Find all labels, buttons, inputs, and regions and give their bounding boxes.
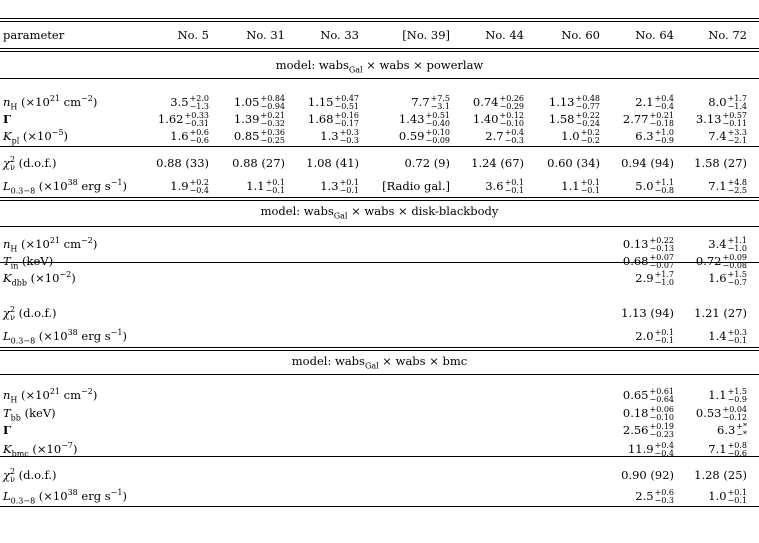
header-col: No. 5 (177, 28, 209, 42)
header-col: No. 60 (561, 28, 600, 42)
table-cell: 1.13 (94) (621, 306, 674, 320)
row-label: $T_{bb}$ (keV) (3, 406, 56, 423)
section-title: model: wabs$_{Gal}$ × wabs × disk-blackbody (260, 204, 499, 221)
table-row (0, 128, 759, 144)
table-cell: 1.15 +0.47 −0.51 (307, 94, 359, 111)
table-rule (0, 350, 759, 351)
fit-row (0, 305, 759, 321)
table-cell: 0.88 (33) (156, 156, 209, 170)
table-cell: 0.60 (34) (547, 156, 600, 170)
table-cell: 6.3 +* −* (717, 422, 747, 439)
table-cell: 1.28 (25) (694, 468, 747, 482)
row-label: $\chi^2_\nu$ (d.o.f.) (3, 305, 57, 323)
table-cell: 1.1 +1.5 −0.9 (708, 387, 747, 404)
table-cell: 0.18 +0.06 −0.10 (622, 405, 674, 422)
table-cell: 0.68 +0.07 −0.07 (622, 253, 674, 270)
table-row (0, 111, 759, 127)
header-col: No. 33 (320, 28, 359, 42)
table-cell: 1.1 +0.1 −0.1 (561, 178, 600, 195)
table-cell: 7.1 +0.8 −0.6 (708, 441, 747, 458)
table-cell: 11.9 +0.4 −0.4 (627, 441, 674, 458)
header-parameter: parameter (3, 28, 65, 42)
table-cell: 1.43 +0.51 −0.40 (398, 111, 450, 128)
table-cell: 3.4 +1.1 −1.0 (708, 236, 747, 253)
table-cell: 7.1 +4.8 −2.5 (708, 178, 747, 195)
table-cell: 0.90 (92) (621, 468, 674, 482)
table-row (0, 387, 759, 403)
table-cell: 1.9 +0.2 −0.4 (170, 178, 209, 195)
table-cell: 1.39 +0.21 −0.32 (233, 111, 285, 128)
table-cell: 2.0 +0.1 −0.1 (635, 328, 674, 345)
table-row (0, 422, 759, 438)
table-cell: 2.7 +0.4 −0.3 (485, 128, 524, 145)
fit-row (0, 467, 759, 483)
table-row (0, 405, 759, 421)
table-cell: 0.72 +0.09 −0.08 (695, 253, 747, 270)
table-cell: 0.65 +0.61 −0.64 (622, 387, 674, 404)
fit-row (0, 178, 759, 194)
table-cell: 0.94 (94) (621, 156, 674, 170)
table-cell: 0.85 +0.36 −0.25 (233, 128, 285, 145)
table-rule (0, 347, 759, 348)
table-cell: 3.13 +0.57 −0.11 (695, 111, 747, 128)
row-label: $n_H$ ($\times 10^{21}$ $cm^{-2}$) (3, 236, 98, 254)
table-cell: 1.40 +0.12 −0.10 (472, 111, 524, 128)
table-cell: 1.05 +0.84 −0.94 (233, 94, 285, 111)
table-cell: 3.5 +2.0 −1.3 (170, 94, 209, 111)
table-cell: 2.5 +0.6 −0.3 (635, 488, 674, 505)
table-cell: 2.9 +1.7 −1.0 (635, 270, 674, 287)
table-cell: 2.1 +0.4 −0.4 (635, 94, 674, 111)
table-cell: 1.21 (27) (694, 306, 747, 320)
table-cell: 0.53 +0.04 −0.12 (695, 405, 747, 422)
table-cell: 1.13 +0.48 −0.77 (548, 94, 600, 111)
row-label: $L_{0.3-8}$ ($\times 10^{38}$ erg $s^{-1}$) (3, 488, 127, 506)
row-label: $\chi^2_\nu$ (d.o.f.) (3, 155, 57, 173)
row-label: $n_H$ ($\times 10^{21}$ $cm^{-2}$) (3, 387, 98, 405)
table-cell: 1.6 +1.5 −0.7 (708, 270, 747, 287)
header-col: No. 31 (246, 28, 285, 42)
table-cell: [Radio gal.] (382, 179, 450, 193)
fit-row (0, 328, 759, 344)
table-row (0, 253, 759, 269)
header-col: No. 72 (708, 28, 747, 42)
table-rule (0, 226, 759, 227)
header-col: No. 64 (635, 28, 674, 42)
header-col: [No. 39] (402, 28, 450, 42)
table-row (0, 94, 759, 110)
row-label: Γ (3, 423, 12, 437)
table-cell: 3.6 +0.1 −0.1 (485, 178, 524, 195)
row-label: $L_{0.3-8}$ ($\times 10^{38}$ erg $s^{-1}$) (3, 328, 127, 346)
table-rule (0, 506, 759, 507)
table-cell: 2.77 +0.21 −0.18 (622, 111, 674, 128)
table-rule (0, 200, 759, 201)
fit-row (0, 488, 759, 504)
table-cell: 7.4 +3.3 −2.1 (708, 128, 747, 145)
header-row (0, 27, 759, 43)
table-cell: 7.7 +7.5 −3.1 (411, 94, 450, 111)
table-cell: 1.62 +0.33 −0.31 (157, 111, 209, 128)
table-cell: 1.0 +0.2 −0.2 (561, 128, 600, 145)
fit-row (0, 155, 759, 171)
table-cell: 1.3 +0.3 −0.3 (320, 128, 359, 145)
table-cell: 1.68 +0.16 −0.17 (307, 111, 359, 128)
row-label: $T_{in}$ (keV) (3, 254, 54, 271)
section-title: model: wabs$_{Gal}$ × wabs × powerlaw (275, 58, 484, 75)
table-cell: 1.58 (27) (694, 156, 747, 170)
table-cell: 1.24 (67) (471, 156, 524, 170)
table-cell: 1.08 (41) (306, 156, 359, 170)
table-cell: 6.3 +1.0 −0.9 (635, 128, 674, 145)
table-cell: 8.0 +1.7 −1.4 (708, 94, 747, 111)
row-label: $n_H$ ($\times 10^{21}$ $cm^{-2}$) (3, 94, 98, 112)
table-cell: 1.1 +0.1 −0.1 (246, 178, 285, 195)
table-cell: 0.59 +0.10 −0.09 (398, 128, 450, 145)
table-cell: 0.72 (9) (404, 156, 450, 170)
header-col: No. 44 (485, 28, 524, 42)
table-cell: 1.4 +0.3 −0.1 (708, 328, 747, 345)
table-rule (0, 197, 759, 198)
table-row (0, 441, 759, 457)
table-row (0, 270, 759, 286)
table-cell: 1.58 +0.22 −0.24 (548, 111, 600, 128)
row-label: $\chi^2_\nu$ (d.o.f.) (3, 467, 57, 485)
table-cell: 2.56 +0.19 −0.23 (622, 422, 674, 439)
table-cell: 0.88 (27) (232, 156, 285, 170)
table-cell: 0.13 +0.22 −0.13 (622, 236, 674, 253)
row-label: Γ (3, 112, 12, 126)
row-label: $L_{0.3-8}$ ($\times 10^{38}$ erg $s^{-1}$) (3, 178, 127, 196)
table-cell: 1.3 +0.1 −0.1 (320, 178, 359, 195)
row-label: $K_{pl}$ $(\times 10^{-5})$ (3, 128, 68, 146)
section-title: model: wabs$_{Gal}$ × wabs × bmc (291, 354, 468, 371)
table-row (0, 236, 759, 252)
table-rule (0, 374, 759, 375)
table-cell: 5.0 +1.1 −0.8 (635, 178, 674, 195)
table-cell: 1.6 +0.6 −0.6 (170, 128, 209, 145)
table-cell: 0.74 +0.26 −0.29 (472, 94, 524, 111)
row-label: $K_{dbb}$ $(\times 10^{-2})$ (3, 270, 76, 288)
table-rule (0, 78, 759, 79)
table-rule (0, 146, 759, 147)
row-label: $K_{bmc}$ $(\times 10^{-7})$ (3, 441, 78, 459)
table-cell: 1.0 +0.1 −0.1 (708, 488, 747, 505)
